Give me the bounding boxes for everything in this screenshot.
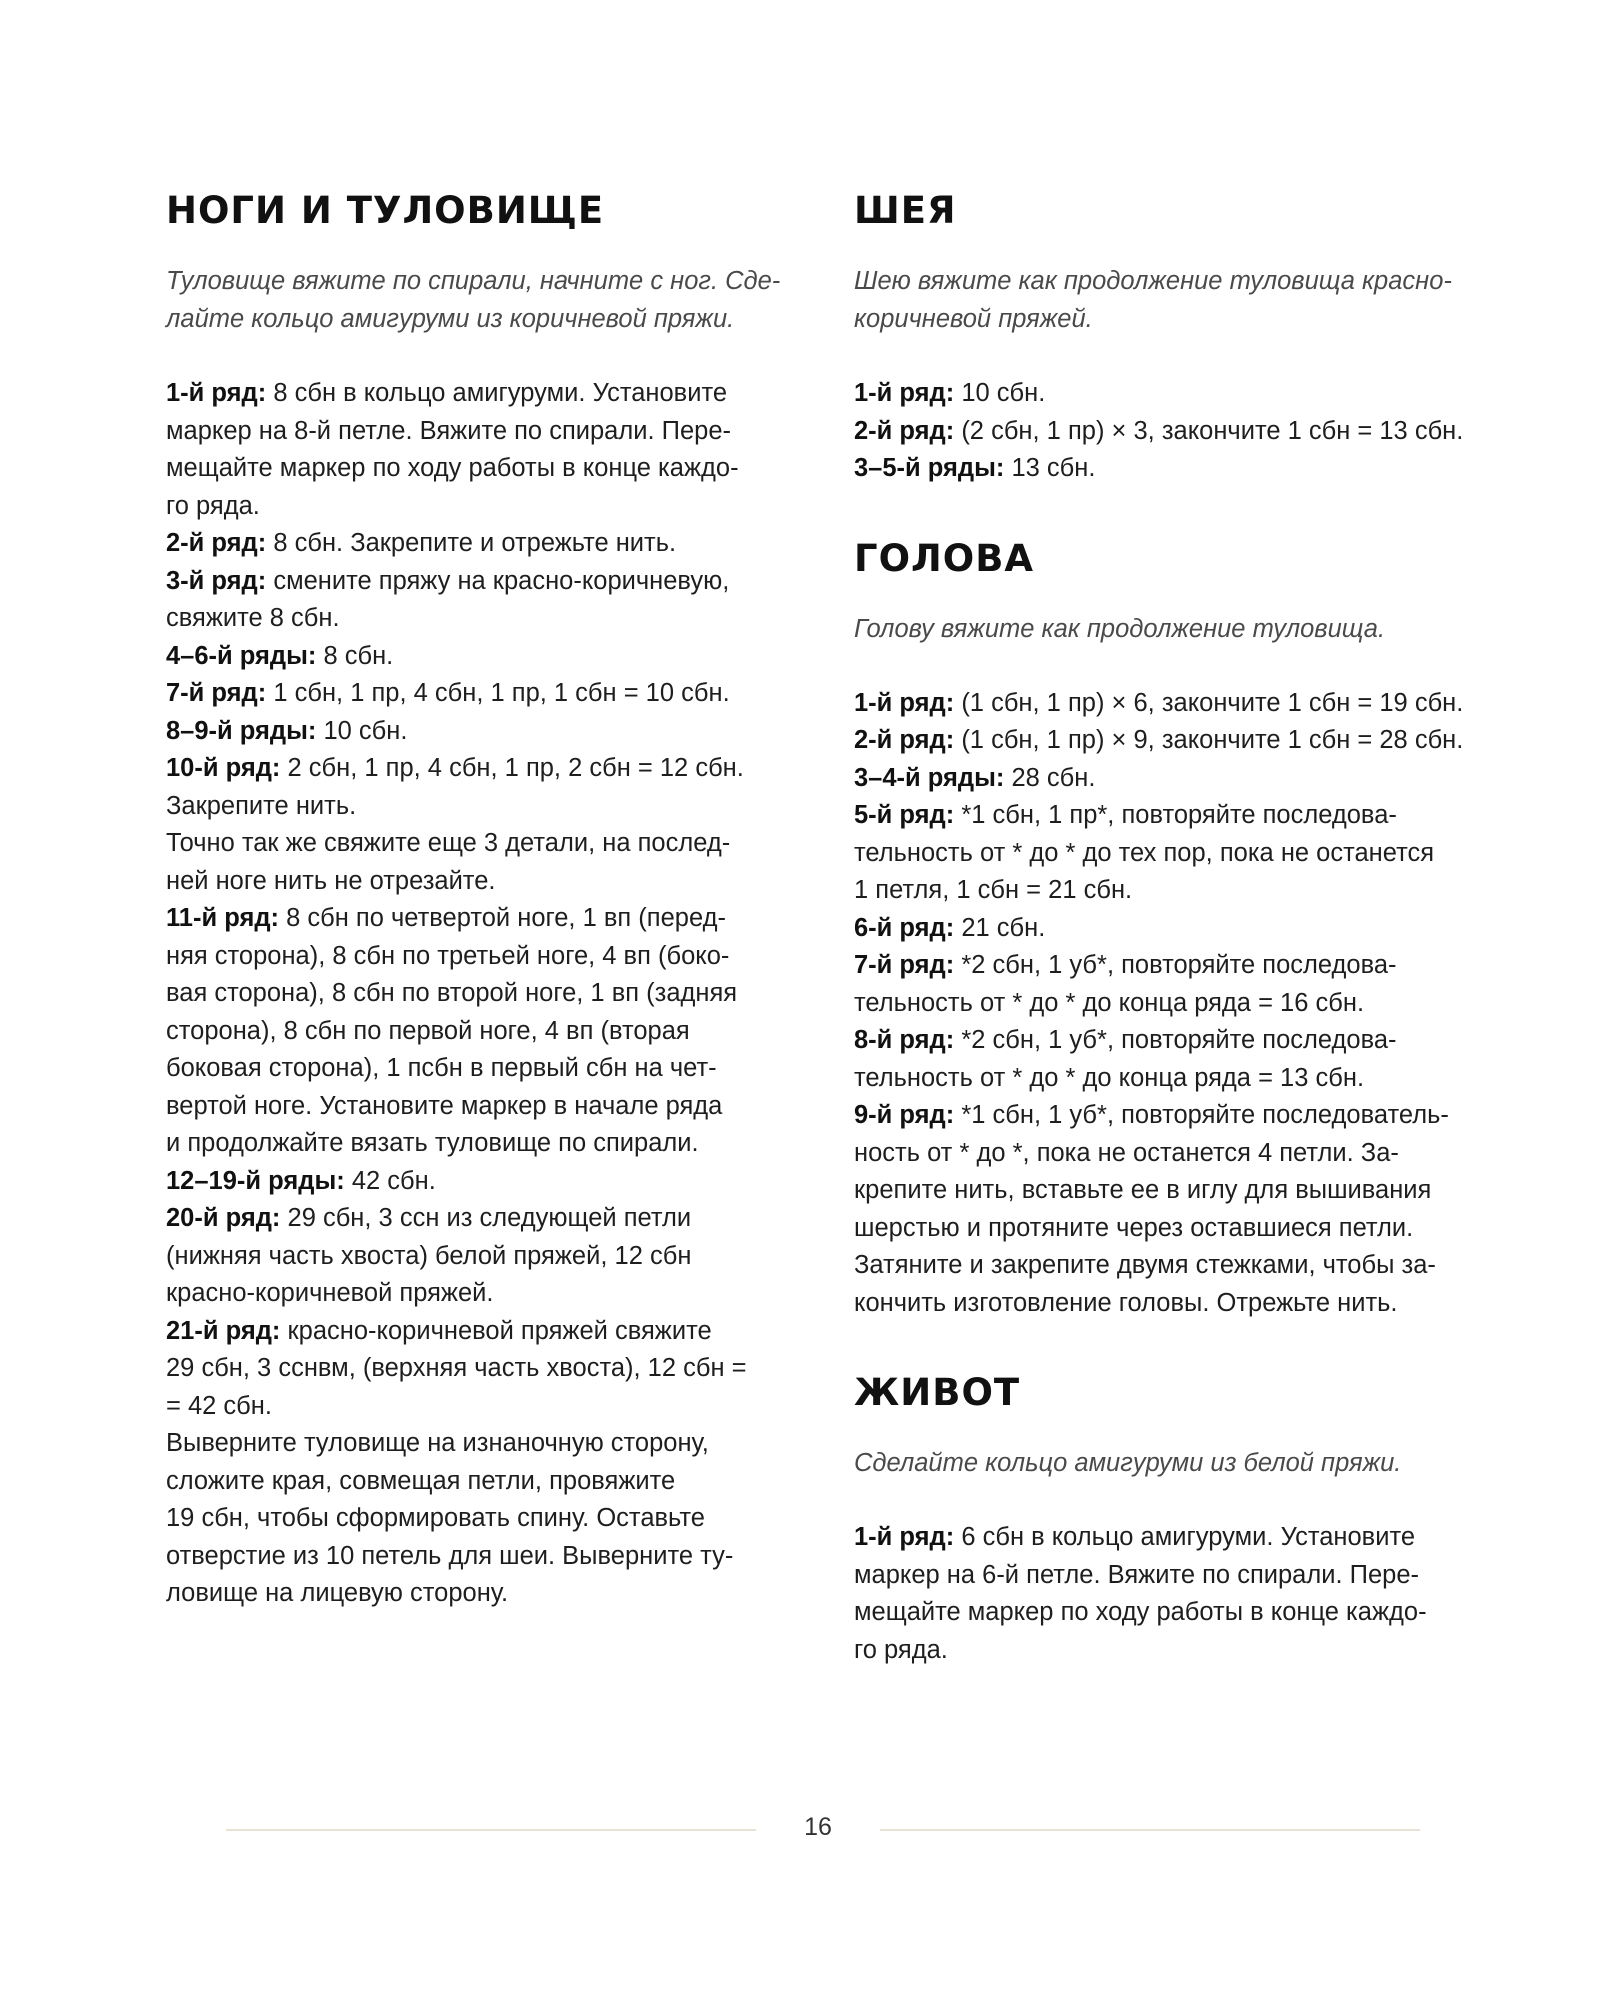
- row-label: 8–9-й ряды:: [166, 716, 317, 745]
- instruction-line: [166, 675, 791, 713]
- instruction-line: [166, 563, 791, 601]
- instruction-line: [166, 1500, 791, 1538]
- instruction-line: [166, 1050, 791, 1088]
- instruction-line: [166, 788, 791, 826]
- row-text: 2 сбн, 1 пр, 4 сбн, 1 пр, 2 сбн = 12 сбн.: [280, 754, 744, 782]
- page-number: 16: [804, 1813, 832, 1841]
- intro-line: лайте кольцо амигуруми из коричневой пряжи.: [166, 305, 735, 333]
- row-label: 1-й ряд:: [166, 379, 267, 407]
- instruction-line: [166, 525, 791, 563]
- instruction-line: [166, 1125, 791, 1163]
- instruction-line: [166, 825, 791, 863]
- row-label: 7-й ряд:: [854, 951, 955, 979]
- row-text: тельность от * до * до конца ряда = 16 сбн.: [854, 988, 1365, 1017]
- row-text: тельность от * до * до тех пор, пока не останется: [854, 838, 1435, 867]
- row-text: *1 сбн, 1 уб*, повторяйте последователь-: [954, 1101, 1449, 1129]
- instruction-line: [854, 1285, 1494, 1323]
- instruction-line: [166, 1575, 791, 1613]
- row-label: 2-й ряд:: [854, 416, 955, 445]
- instruction-line: [854, 1247, 1494, 1285]
- row-text: маркер на 8-й петле. Вяжите по спирали. Пере-: [166, 416, 732, 445]
- section-legs-body: [166, 180, 791, 1613]
- row-text: (2 сбн, 1 пр) × 3, закончите 1 сбн = 13 сбн.: [954, 416, 1464, 445]
- instruction-line: [166, 375, 791, 413]
- row-text: 21 сбн.: [954, 913, 1046, 942]
- row-text: мещайте маркер по ходу работы в конце каждо-: [166, 454, 739, 482]
- row-text: 29 сбн, 3 ссн из следующей петли: [280, 1204, 692, 1232]
- row-text: 42 сбн.: [344, 1166, 436, 1195]
- row-text: ней ноге нить не отрезайте.: [166, 866, 496, 895]
- instruction-line: [854, 1594, 1494, 1632]
- row-text: свяжите 8 сбн.: [166, 604, 340, 632]
- row-text: го ряда.: [854, 1635, 948, 1664]
- instruction-line: [854, 835, 1494, 873]
- row-text: красно-коричневой пряжей свяжите: [280, 1316, 712, 1345]
- instruction-line: [166, 1200, 791, 1238]
- section-title: ШЕЯ: [854, 189, 957, 232]
- row-text: (нижняя часть хвоста) белой пряжей, 12 сбн: [166, 1241, 692, 1270]
- row-text: ность от * до *, пока не останется 4 петли. За-: [854, 1138, 1399, 1167]
- instruction-line: [854, 1022, 1494, 1060]
- row-text: отверстие из 10 петель для шеи. Выверните ту-: [166, 1541, 734, 1570]
- row-text: *2 сбн, 1 уб*, повторяйте последова-: [954, 951, 1397, 979]
- row-text: 8 сбн. Закрепите и отрежьте нить.: [266, 529, 677, 557]
- instruction-line: [854, 1060, 1494, 1098]
- row-label: 3-й ряд:: [166, 566, 267, 595]
- instruction-line: [166, 975, 791, 1013]
- row-text: кончить изготовление головы. Отрежьте нить.: [854, 1288, 1398, 1317]
- intro-line: коричневой пряжей.: [854, 305, 1093, 333]
- page-footer: [0, 1810, 1620, 1850]
- row-text: 29 сбн, 3 сснвм, (верхняя часть хвоста), 12 сбн =: [166, 1354, 747, 1382]
- section-belly: [854, 1362, 1494, 1669]
- row-label: 7-й ряд:: [166, 679, 267, 707]
- instruction-line: [166, 488, 791, 526]
- row-label: 1-й ряд:: [854, 1523, 955, 1551]
- instruction-line: [166, 1425, 791, 1463]
- instruction-line: [854, 685, 1494, 723]
- row-text: маркер на 6-й петле. Вяжите по спирали. Пере-: [854, 1560, 1420, 1589]
- row-text: 19 сбн, чтобы сформировать спину. Оставьте: [166, 1504, 705, 1532]
- row-text: сторона), 8 сбн по первой ноге, 4 вп (вторая: [166, 1016, 690, 1045]
- instruction-line: [166, 1275, 791, 1313]
- row-text: (1 сбн, 1 пр) × 6, закончите 1 сбн = 19 сбн.: [954, 688, 1464, 717]
- row-text: 1 сбн, 1 пр, 4 сбн, 1 пр, 1 сбн = 10 сбн.: [266, 679, 730, 707]
- row-text: 8 сбн.: [316, 641, 394, 670]
- instruction-line: [166, 863, 791, 901]
- section-intro: [854, 262, 1494, 338]
- row-text: красно-коричневой пряжей.: [166, 1279, 494, 1307]
- instruction-line: [854, 947, 1494, 985]
- row-text: сложите края, совмещая петли, провяжите: [166, 1466, 676, 1495]
- instruction-line: [854, 1135, 1494, 1173]
- instruction-line: [166, 600, 791, 638]
- row-text: го ряда.: [166, 491, 260, 520]
- instruction-line: [166, 1463, 791, 1501]
- instruction-line: [166, 450, 791, 488]
- instruction-line: [854, 722, 1494, 760]
- row-text: 13 сбн.: [1004, 454, 1096, 482]
- instruction-line: [166, 413, 791, 451]
- row-text: вертой ноге. Установите маркер в начале ряда: [166, 1091, 723, 1120]
- row-label: 20-й ряд:: [166, 1204, 281, 1232]
- row-label: 3–4-й ряды:: [854, 763, 1005, 792]
- section-head: [854, 528, 1494, 1323]
- row-text: 8 сбн в кольцо амигуруми. Установите: [266, 379, 728, 407]
- row-label: 5-й ряд:: [854, 801, 955, 829]
- row-text: Затяните и закрепите двумя стежками, чтобы за-: [854, 1251, 1436, 1279]
- intro-line: Сделайте кольцо амигуруми из белой пряжи.: [854, 1449, 1402, 1477]
- instruction-line: [854, 797, 1494, 835]
- instruction-lines: [854, 685, 1494, 1323]
- instruction-line: [166, 1088, 791, 1126]
- section-intro: [854, 1444, 1494, 1482]
- instruction-line: [166, 1538, 791, 1576]
- row-label: 1-й ряд:: [854, 688, 955, 717]
- instruction-line: [166, 1238, 791, 1276]
- row-label: 2-й ряд:: [166, 529, 267, 557]
- row-text: ловище на лицевую сторону.: [166, 1579, 509, 1607]
- row-text: и продолжайте вязать туловище по спирали.: [166, 1129, 699, 1157]
- instruction-line: [166, 900, 791, 938]
- instruction-line: [854, 450, 1494, 488]
- row-label: 6-й ряд:: [854, 913, 955, 942]
- instruction-line: [166, 750, 791, 788]
- row-label: 12–19-й ряды:: [166, 1166, 345, 1195]
- row-label: 10-й ряд:: [166, 754, 281, 782]
- instruction-line: [166, 1350, 791, 1388]
- row-label: 21-й ряд:: [166, 1316, 281, 1345]
- section-title: ГОЛОВА: [854, 536, 1035, 580]
- instruction-line: [854, 985, 1494, 1023]
- row-label: 8-й ряд:: [854, 1026, 955, 1054]
- instruction-line: [166, 938, 791, 976]
- instruction-lines: [166, 375, 791, 1613]
- instruction-line: [854, 910, 1494, 948]
- instruction-line: [166, 1163, 791, 1201]
- section-neck: [854, 180, 1494, 488]
- section-intro: [854, 610, 1494, 648]
- row-text: Выверните туловище на изнаночную сторону,: [166, 1429, 709, 1457]
- row-text: (1 сбн, 1 пр) × 9, закончите 1 сбн = 28 сбн.: [954, 726, 1464, 754]
- row-label: 9-й ряд:: [854, 1101, 955, 1129]
- instruction-line: [854, 1172, 1494, 1210]
- row-text: няя сторона), 8 сбн по третьей ноге, 4 вп (боко-: [166, 941, 730, 970]
- instruction-line: [854, 413, 1494, 451]
- row-label: 1-й ряд:: [854, 379, 955, 407]
- instruction-line: [854, 1557, 1494, 1595]
- instruction-line: [854, 872, 1494, 910]
- row-text: Закрепите нить.: [166, 791, 357, 820]
- instruction-line: [166, 1388, 791, 1426]
- left-column: [166, 180, 791, 1653]
- intro-line: Голову вяжите как продолжение туловища.: [854, 614, 1386, 643]
- footer-divider: [226, 1829, 756, 1831]
- row-text: 6 сбн в кольцо амигуруми. Установите: [954, 1523, 1416, 1551]
- row-text: боковая сторона), 1 псбн в первый сбн на чет-: [166, 1054, 717, 1082]
- row-text: мещайте маркер по ходу работы в конце каждо-: [854, 1598, 1427, 1626]
- row-text: 10 сбн.: [954, 379, 1046, 407]
- instruction-line: [854, 1210, 1494, 1248]
- footer-divider: [880, 1829, 1420, 1831]
- row-text: = 42 сбн.: [166, 1391, 272, 1420]
- instruction-line: [854, 1519, 1494, 1557]
- row-text: шерстью и протяните через оставшиеся петли.: [854, 1213, 1414, 1242]
- row-text: 1 петля, 1 сбн = 21 сбн.: [854, 876, 1133, 904]
- row-text: Точно так же свяжите еще 3 детали, на послед-: [166, 829, 731, 857]
- instruction-lines: [854, 1519, 1494, 1669]
- row-label: 2-й ряд:: [854, 726, 955, 754]
- right-column: [854, 180, 1494, 1709]
- row-text: тельность от * до * до конца ряда = 13 сбн.: [854, 1063, 1365, 1092]
- instruction-line: [166, 713, 791, 751]
- instruction-line: [166, 1013, 791, 1051]
- row-text: 28 сбн.: [1004, 763, 1096, 792]
- row-label: 3–5-й ряды:: [854, 454, 1005, 482]
- row-text: *2 сбн, 1 уб*, повторяйте последова-: [954, 1026, 1397, 1054]
- instruction-line: [854, 1097, 1494, 1135]
- instruction-line: [854, 375, 1494, 413]
- section-title: НОГИ И ТУЛОВИЩЕ: [166, 189, 605, 232]
- instruction-line: [166, 638, 791, 676]
- row-text: смените пряжу на красно-коричневую,: [266, 566, 730, 595]
- instruction-line: [854, 760, 1494, 798]
- row-text: 10 сбн.: [316, 716, 408, 745]
- row-text: вая сторона), 8 сбн по второй ноге, 1 вп (задняя: [166, 979, 738, 1007]
- instruction-line: [854, 1632, 1494, 1670]
- row-text: крепите нить, вставьте ее в иглу для вышивания: [854, 1176, 1432, 1204]
- row-text: 8 сбн по четвертой ноге, 1 вп (перед-: [279, 904, 726, 932]
- row-label: 4–6-й ряды:: [166, 641, 317, 670]
- instruction-line: [166, 1313, 791, 1351]
- instruction-lines: [854, 375, 1494, 488]
- intro-line: Туловище вяжите по спирали, начните с ног. Сде-: [166, 267, 781, 295]
- row-label: 11-й ряд:: [166, 904, 280, 932]
- section-intro: [166, 262, 791, 338]
- row-text: *1 сбн, 1 пр*, повторяйте последова-: [954, 801, 1397, 829]
- intro-line: Шею вяжите как продолжение туловища красно-: [854, 267, 1452, 295]
- section-title: ЖИВОТ: [854, 1371, 1021, 1414]
